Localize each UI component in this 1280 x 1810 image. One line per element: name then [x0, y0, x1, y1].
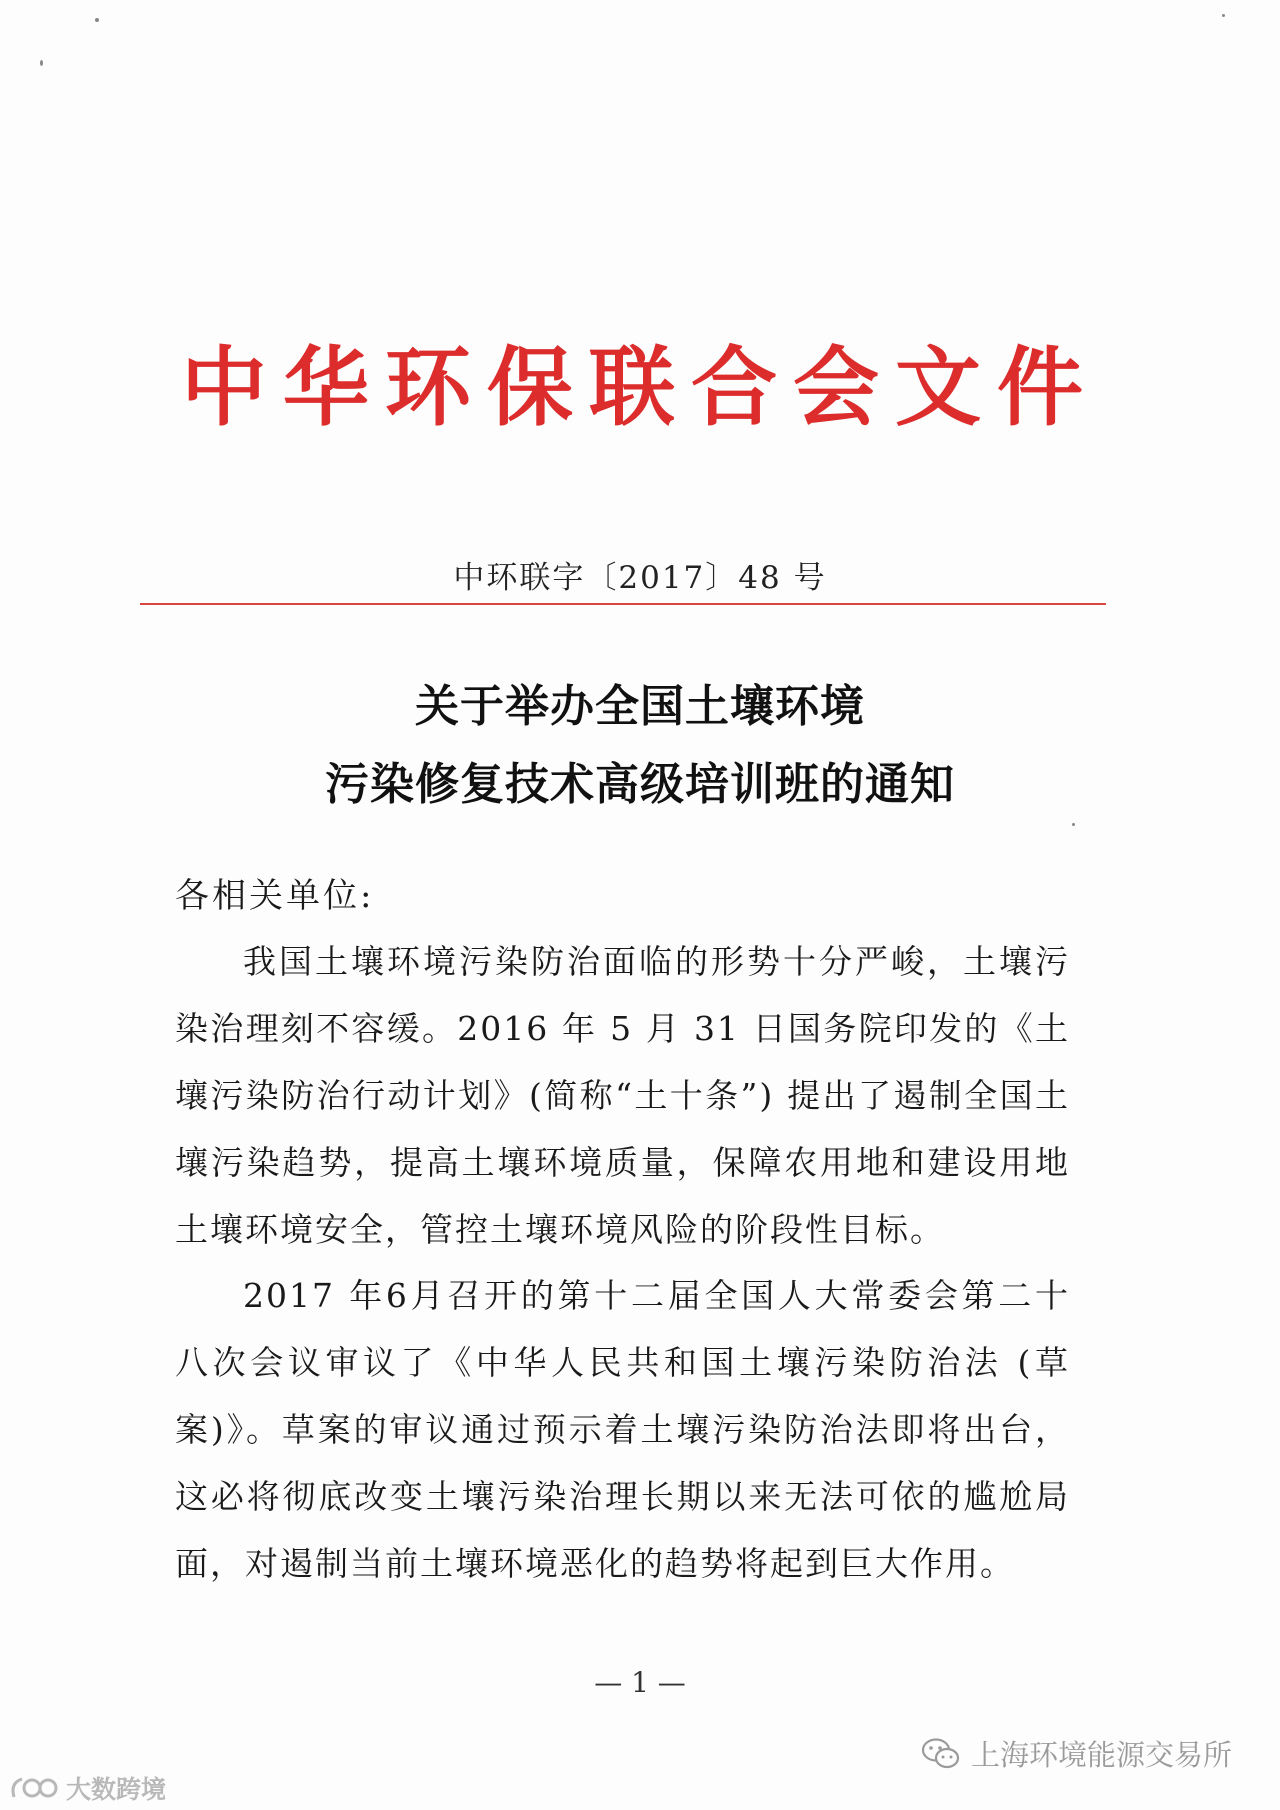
body-paragraph-2: 2017 年6月召开的第十二届全国人大常委会第二十八次会议审议了《中华人民共和国土壤污染防治法 (草案)》。草案的审议通过预示着土壤污染防治法即将出台，这必将彻底改变土壤污染治理长期以来无法可依的尴尬局面，对遏制当前土壤环境恶化的趋势将起到巨大作用。	[175, 1276, 1070, 1583]
org-header-title: 中华环保联合会文件	[181, 338, 1099, 438]
watermark-left	[8, 1770, 166, 1806]
watermark-right-text: 上海环境能源交易所	[970, 1738, 1232, 1772]
body-paragraph-1: 我国土壤环境污染防治面临的形势十分严峻，土壤污染治理刻不容缓。2016 年 5 月 31 日国务院印发的《土壤污染防治行动计划》(简称“土十条”) 提出了遏制全国土壤污染趋势，提高土壤环境质量，保障农用地和建设用地土壤环境安全，管控土壤环境风险的阶段性目标。	[175, 942, 1070, 1249]
red-divider	[140, 603, 1106, 605]
watermark-left-text: 大数跨境	[66, 1775, 167, 1804]
scan-speck	[40, 60, 43, 66]
scan-speck	[1222, 14, 1225, 17]
dashuju-logo-icon	[8, 1773, 60, 1803]
salutation: 各相关单位:	[175, 876, 375, 916]
wechat-icon	[921, 1737, 961, 1771]
page-number: — 1 —	[594, 1666, 686, 1699]
notice-title-line-2: 污染修复技术高级培训班的通知	[325, 759, 955, 810]
scan-speck	[95, 18, 99, 22]
watermark-right	[921, 1733, 1232, 1774]
notice-title-line-1: 关于举办全国土壤环境	[415, 681, 865, 732]
document-number: 中环联字〔2017〕48 号	[453, 560, 827, 596]
notice-title	[0, 668, 1280, 824]
